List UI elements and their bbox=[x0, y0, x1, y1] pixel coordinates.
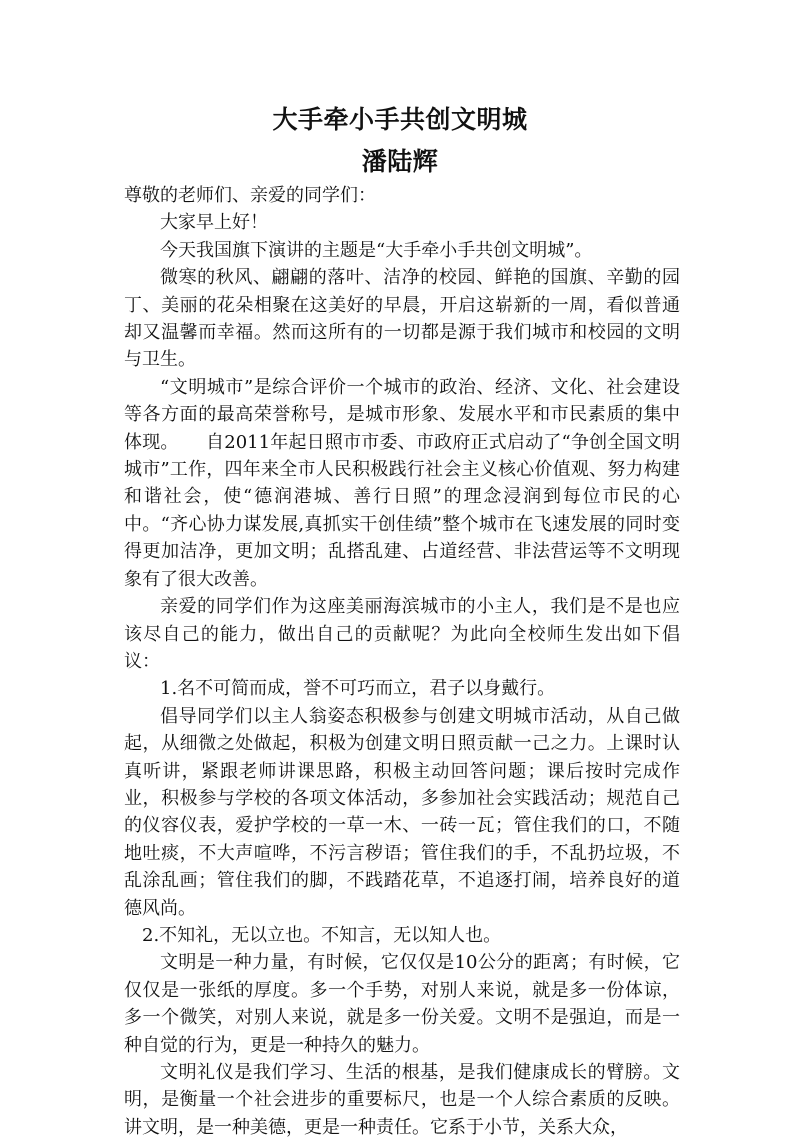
paragraph-appeal: 亲爱的同学们作为这座美丽海滨城市的小主人，我们是不是也应该尽自己的能力，做出自己的贡献呢？为此向全校师生发出如下倡议： bbox=[124, 596, 680, 672]
paragraph-point-1-detail: 倡导同学们以主人翁姿态积极参与创建文明城市活动，从自己做起，从细微之处做起，积极为创建文明日照贡献一己之力。上课时认真听讲，紧跟老师讲课思路，积极主动回答问题；课后按时完成作业，积极参与学校的各项文体活动，多参加社会实践活动；规范自己的仪容仪表，爱护学校的一草一木、一砖一瓦；管住我们的口，不随地吐痰，不大声喧哗，不污言秽语；管住我们的手，不乱扔垃圾，不乱涂乱画；管住我们的脚，不践踏花草，不追逐打闹，培养良好的道德风尚。 bbox=[124, 705, 680, 919]
document-title: 大手牵小手共创文明城 bbox=[272, 105, 528, 134]
document-author: 潘陆辉 bbox=[361, 147, 439, 176]
paragraph-greeting: 大家早上好！ bbox=[160, 212, 268, 234]
paragraph-salutation: 尊敬的老师们、亲爱的同学们： bbox=[124, 185, 376, 206]
paragraph-point-2-detail: 文明是一种力量，有时候，它仅仅是10公分的距离；有时候，它仅仅是一张纸的厚度。多一个手势，对别人来说，就是多一份体谅，多一个微笑，对别人来说，就是多一份关爱。文明不是强迫，而是一种自觉的行为，更是一种持久的魅力。 bbox=[124, 952, 680, 1056]
paragraph-point-1: 1.名不可简而成，誉不可巧而立，君子以身戴行。 bbox=[160, 678, 556, 700]
paragraph-etiquette: 文明礼仪是我们学习、生活的根基，是我们健康成长的臂膀。文明，是衡量一个社会进步的重要标尺，也是一个人综合素质的反映。讲文明，是一种美德，更是一种责任。它系于小节，关系大众， bbox=[124, 1062, 680, 1138]
paragraph-civilized-city: “文明城市”是综合评价一个城市的政治、经济、文化、社会建设等各方面的最高荣誉称号，是城市形象、发展水平和市民素质的集中体现。 自2011年起日照市市委、市政府正式启动了“争创全国文明城市”工作，四年来全市人民积极践行社会主义核心价值观、努力构建和谐社会，使“德润港城、善行日照”的理念浸润到每位市民的心中。“齐心协力谋发展,真抓实干创佳绩”整个城市在飞速发展的同时变得更加洁净，更加文明；乱搭乱建、占道经营、非法营运等不文明现象有了很大改善。 bbox=[124, 376, 680, 590]
document-body bbox=[124, 182, 680, 1141]
paragraph-point-2: 2.不知礼，无以立也。不知言，无以知人也。 bbox=[142, 924, 502, 946]
paragraph-morning: 微寒的秋风、翩翩的落叶、洁净的校园、鲜艳的国旗、辛勤的园丁、美丽的花朵相聚在这美好的早晨，开启这崭新的一周，看似普通却又温馨而幸福。然而这所有的一切都是源于我们城市和校园的文明与卫生。 bbox=[124, 267, 680, 371]
paragraph-topic: 今天我国旗下演讲的主题是“大手牵小手共创文明城”。 bbox=[160, 239, 593, 261]
